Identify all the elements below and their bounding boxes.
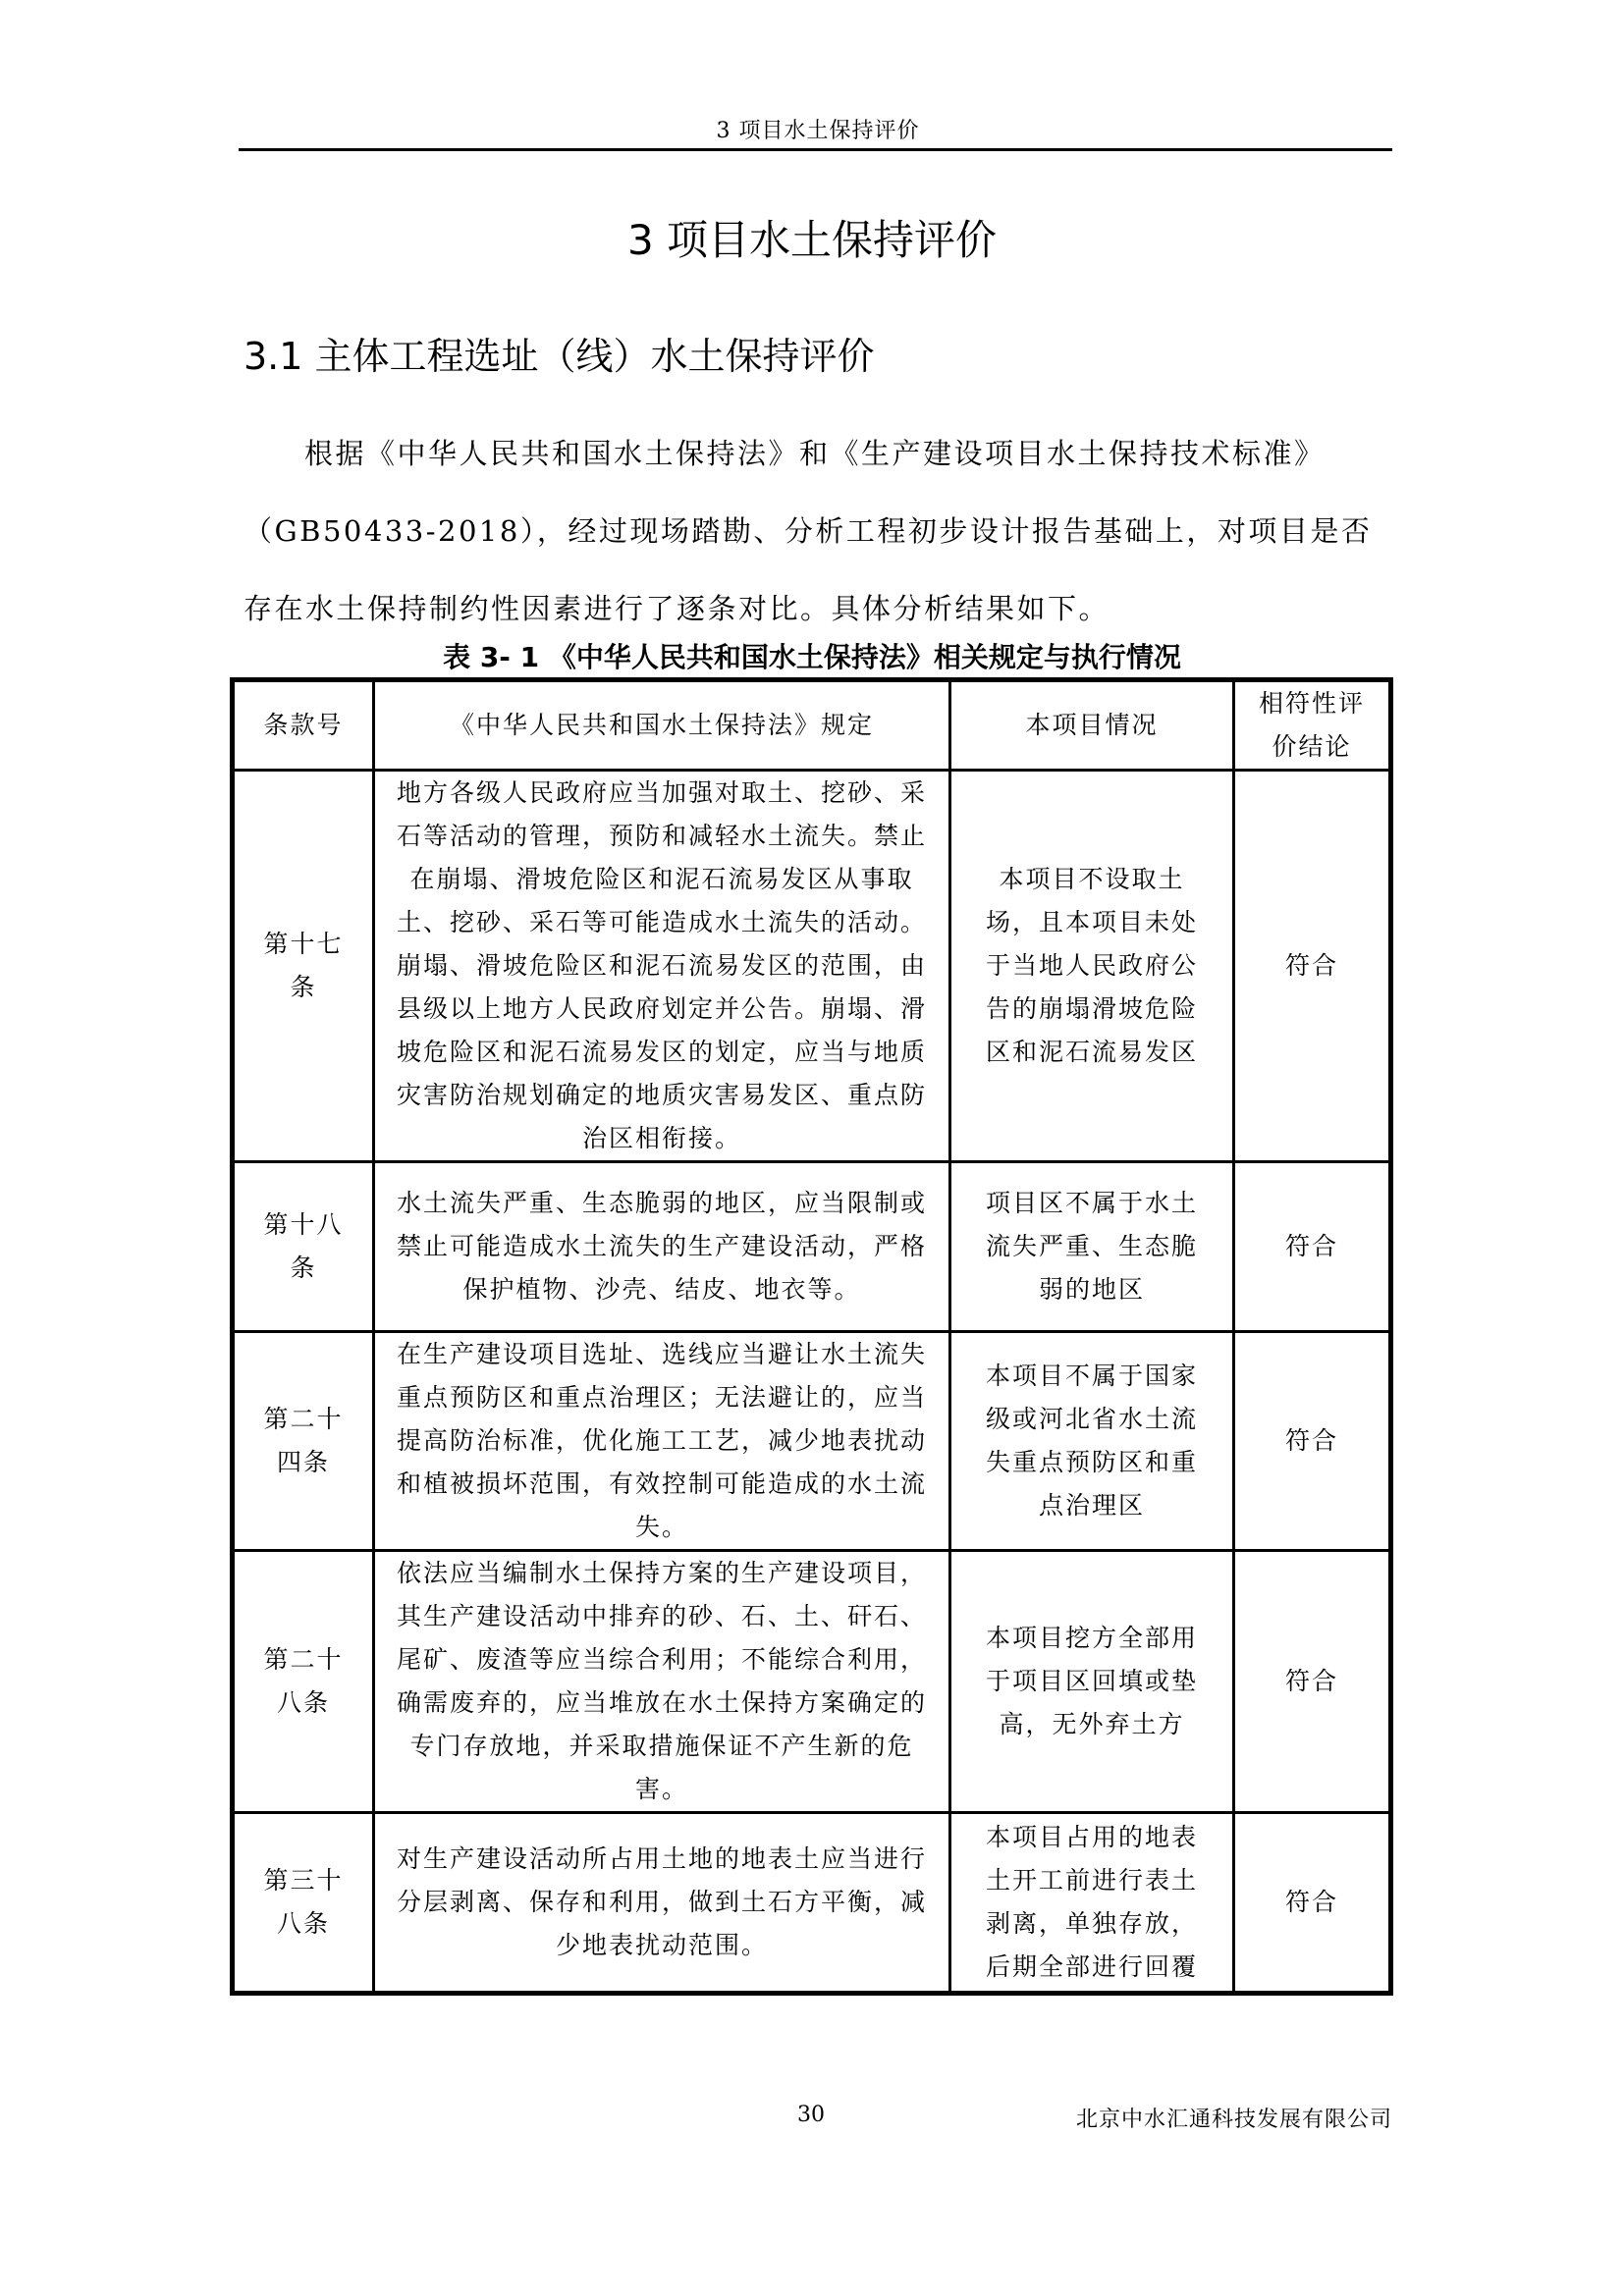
cell-clause: 第十七条 [233, 771, 374, 1162]
regulation-table [230, 677, 1393, 1996]
cell-clause: 第十八条 [233, 1162, 374, 1332]
cell-conclusion: 符合 [1234, 1332, 1391, 1551]
header-clause: 条款号 [233, 680, 374, 771]
header-conclusion: 相符性评价结论 [1234, 680, 1391, 771]
table-caption: 表 3- 1 《中华人民共和国水土保持法》相关规定与执行情况 [443, 641, 1181, 673]
chapter-title: 3 项目水土保持评价 [626, 216, 998, 264]
table-row [233, 1162, 1391, 1332]
cell-provision: 水土流失严重、生态脆弱的地区，应当限制或禁止可能造成水土流失的生产建设活动，严格保护植物、沙壳、结皮、地衣等。 [374, 1162, 950, 1332]
cell-provision: 依法应当编制水土保持方案的生产建设项目，其生产建设活动中排弃的砂、石、土、矸石、尾矿、废渣等应当综合利用；不能综合利用，确需废弃的，应当堆放在水土保持方案确定的专门存放地，并采取措施保证不产生新的危害。 [374, 1551, 950, 1813]
cell-situation: 本项目占用的地表土开工前进行表土剥离，单独存放，后期全部进行回覆 [950, 1813, 1234, 1994]
cell-situation: 项目区不属于水土流失严重、生态脆弱的地区 [950, 1162, 1234, 1332]
table-header-row [233, 680, 1391, 771]
cell-conclusion: 符合 [1234, 1162, 1391, 1332]
paragraph-line: 根据《中华人民共和国水土保持法》和《生产建设项目水土保持技术标准》 [304, 437, 1326, 470]
table-row [233, 1332, 1391, 1551]
footer-company: 北京中水汇通科技发展有限公司 [1075, 2108, 1392, 2132]
table-row [233, 771, 1391, 1162]
running-header: 3 项目水土保持评价 [716, 119, 920, 143]
table-row [233, 1551, 1391, 1813]
header-provision: 《中华人民共和国水土保持法》规定 [374, 680, 950, 771]
cell-conclusion: 符合 [1234, 1551, 1391, 1813]
header-situation: 本项目情况 [950, 680, 1234, 771]
cell-conclusion: 符合 [1234, 771, 1391, 1162]
header-rule [239, 148, 1392, 151]
cell-provision: 在生产建设项目选址、选线应当避让水土流失重点预防区和重点治理区；无法避让的，应当提高防治标准，优化施工工艺，减少地表扰动和植被损坏范围，有效控制可能造成的水土流失。 [374, 1332, 950, 1551]
cell-clause: 第二十八条 [233, 1551, 374, 1813]
page-number: 30 [797, 2103, 825, 2127]
cell-situation: 本项目不设取土场，且本项目未处于当地人民政府公告的崩塌滑坡危险区和泥石流易发区 [950, 771, 1234, 1162]
cell-provision: 地方各级人民政府应当加强对取土、挖砂、采石等活动的管理，预防和减轻水土流失。禁止在崩塌、滑坡危险区和泥石流易发区从事取土、挖砂、采石等可能造成水土流失的活动。崩塌、滑坡危险区和泥石流易发区的范围，由县级以上地方人民政府划定并公告。崩塌、滑坡危险区和泥石流易发区的划定，应当与地质灾害防治规划确定的地质灾害易发区、重点防治区相衔接。 [374, 771, 950, 1162]
section-title: 3.1 主体工程选址（线）水土保持评价 [244, 335, 875, 378]
cell-clause: 第三十八条 [233, 1813, 374, 1994]
paragraph-line: （GB50433-2018），经过现场踏勘、分析工程初步设计报告基础上，对项目是否 [244, 514, 1373, 548]
cell-provision: 对生产建设活动所占用土地的地表土应当进行分层剥离、保存和利用，做到土石方平衡，减少地表扰动范围。 [374, 1813, 950, 1994]
cell-situation: 本项目不属于国家级或河北省水土流失重点预防区和重点治理区 [950, 1332, 1234, 1551]
cell-clause: 第二十四条 [233, 1332, 374, 1551]
cell-conclusion: 符合 [1234, 1813, 1391, 1994]
paragraph-line: 存在水土保持制约性因素进行了逐条对比。具体分析结果如下。 [244, 592, 1110, 625]
cell-situation: 本项目挖方全部用于项目区回填或垫高，无外弃土方 [950, 1551, 1234, 1813]
table-row [233, 1813, 1391, 1994]
